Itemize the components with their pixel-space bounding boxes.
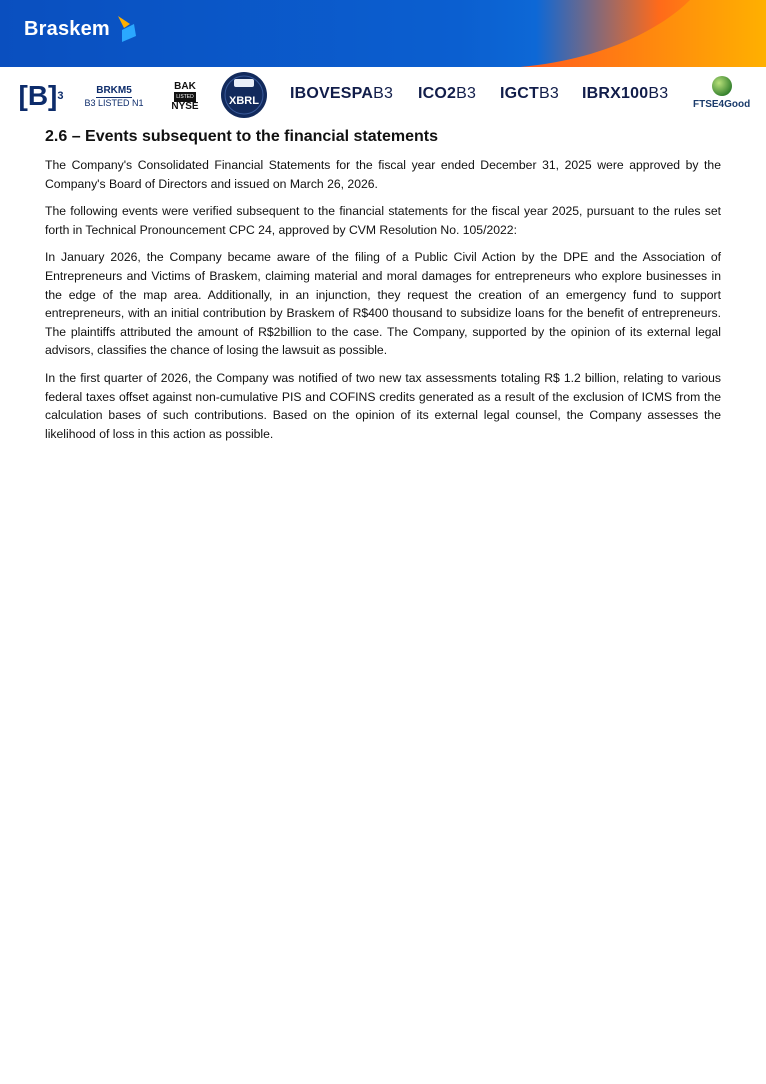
braskem-logo <box>24 14 138 44</box>
braskem-mark-icon <box>116 14 138 44</box>
igct-logo <box>500 85 559 103</box>
igct-text: IGCT <box>500 85 540 102</box>
xbrl-text: XBRL <box>229 95 259 107</box>
ico2-b3: B3 <box>456 85 477 102</box>
header-banner <box>0 0 766 67</box>
index-logos-bar <box>0 67 766 122</box>
brkm5-logo <box>80 85 148 109</box>
ftse4good-logo <box>693 75 750 110</box>
igct-b3: B3 <box>539 85 560 102</box>
paragraph-3: In January 2026, the Company became aware of the filing of a Public Civil Action by the DPE and the Association of Entrepreneurs and Victims of Braskem, claiming material and moral damages for entrepreneurs who explore businesses in the edge of the map area. Additionally, in an injunction, they request the creation of an emergency fund to support entrepreneurs, with an initial contribution by Braskem of R$400 thousand to subsidize loans for the benefit of entrepreneurs. The plaintiffs attributed the amount of R$2billion to the case. The Company, supported by the opinion of its external legal advisors, classifies the chance of losing the lawsuit as possible. <box>45 250 721 358</box>
b3-logo-text: [B] <box>18 80 58 111</box>
xbrl-badge <box>220 71 268 119</box>
paragraph-2: The following events were verified subsequent to the financial statements for the fiscal year 2025, pursuant to the rules set forth in Technical Pronouncement CPC 24, approved by CVM Resolution No. 105/2022: <box>45 204 721 237</box>
ibovespa-b3: B3 <box>373 85 394 102</box>
b3-logo <box>18 79 64 113</box>
main-content <box>45 128 721 452</box>
bak-line2: LISTED <box>176 94 194 100</box>
bak-line1: BAK <box>174 81 196 92</box>
brand-name: Braskem <box>24 17 110 40</box>
ico2-text: ICO2 <box>418 85 457 102</box>
ibovespa-text: IBOVESPA <box>290 85 374 102</box>
globe-icon <box>711 75 733 97</box>
ibrx100-logo <box>582 85 668 103</box>
ibovespa-logo <box>290 85 393 103</box>
brkm5-line2: B3 LISTED N1 <box>84 98 144 108</box>
paragraph-1: The Company's Consolidated Financial Statements for the fiscal year ended December 31, 2025 were approved by the Company's Board of Directors and issued on March 26, 2026. <box>45 158 721 191</box>
ibrx100-text: IBRX100 <box>582 85 649 102</box>
ico2-logo <box>418 85 476 103</box>
b3-logo-sup: 3 <box>57 90 64 102</box>
bak-line3: NYSE <box>171 101 199 112</box>
ftse4good-text: FTSE4Good <box>693 99 751 110</box>
bak-nyse-logo <box>170 82 200 112</box>
section-title: 2.6 – Events subsequent to the financial statements <box>45 128 438 145</box>
ibrx100-b3: B3 <box>648 85 669 102</box>
brkm5-line1: BRKM5 <box>96 85 132 96</box>
paragraph-4: In the first quarter of 2026, the Company was notified of two new tax assessments totaling R$ 1.2 billion, relating to various federal taxes offset against non-cumulative PIS and COFINS credits generated as a result of the exclusion of ICMS from the calculation bases of such contributions. Based on the opinion of its external legal counsel, the Company assesses the likelihood of loss in this action as possible. <box>45 370 721 441</box>
